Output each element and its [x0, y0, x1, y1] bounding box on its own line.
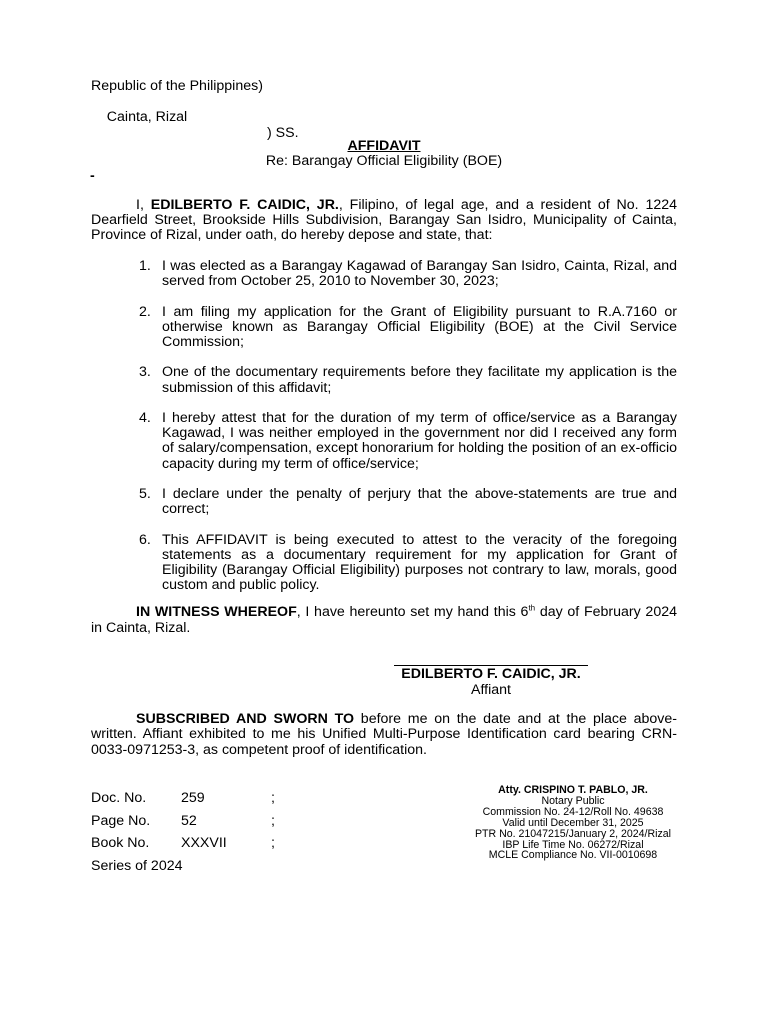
register-label: Page No.	[91, 812, 151, 829]
statement-number: 3.	[139, 364, 151, 381]
statement-item	[139, 533, 677, 594]
jurat-text: before me on the date and at the place above-written. Affiant exhibited to me his Unified Multi-Purpose Identification card bearing CRN-0033-0971253-3, as competent proof of identification.	[91, 711, 678, 758]
notary-name: Atty. CRISPINO T. PABLO, JR.	[498, 784, 648, 796]
witness-ordinal: th	[528, 603, 536, 613]
statement-item	[139, 411, 677, 472]
witness-text-after: day of February 2024 in Cainta, Rizal.	[91, 604, 677, 636]
document-title-block	[0, 139, 768, 169]
statement-number: 2.	[139, 303, 151, 320]
notary-ibp: IBP Life Time No. 06272/Rizal	[502, 838, 644, 851]
notary-validity: Valid until December 31, 2025	[502, 816, 644, 829]
statement-item	[139, 305, 677, 351]
affiant-signature-block	[394, 667, 588, 698]
statement-text: I am filing my application for the Grant of Eligibility pursuant to R.A.7160 or otherwise known as Barangay Official Eligibility (BOE) at the Civil Service Commission;	[162, 303, 677, 350]
statement-text: I declare under the penalty of perjury that the above-statements are true and correct;	[162, 485, 677, 518]
intro-text: , Filipino, of legal age, and a resident of No. 1224 Dearfield Street, Brookside Hills Subdivision, Barangay San Isidro, Municipality of Cainta, Province of Rizal, under oath, do hereby depose and state, that:	[91, 197, 678, 244]
statement-text: This AFFIDAVIT is being executed to attest to the veracity of the foregoing statements as a documentary requirement for my application for Grant of Eligibility (Barangay Official Eligibility) purposes not contrary to law, morals, good custom and public policy.	[162, 531, 677, 594]
register-row-doc	[91, 787, 275, 810]
notary-ptr: PTR No. 21047215/January 2, 2024/Rizal	[474, 827, 672, 840]
statement-item	[139, 259, 677, 289]
venue-location: Cainta, Rizal	[106, 109, 188, 125]
statement-number: 5.	[139, 485, 151, 502]
register-value: 259	[181, 790, 205, 806]
register-label: Doc. No.	[91, 790, 147, 806]
register-separator: ;	[271, 812, 275, 829]
register-separator: ;	[271, 835, 275, 852]
statement-item	[139, 487, 677, 517]
register-series: Series of 2024	[91, 858, 183, 875]
witness-text-before: , I have hereunto set my hand this 6	[296, 604, 529, 620]
register-label: Book No.	[91, 835, 150, 852]
notary-mcle: MCLE Compliance No. VII-0010698	[488, 849, 658, 862]
witness-lead: IN WITNESS WHEREOF	[136, 604, 297, 620]
intro-prefix: I,	[136, 197, 151, 213]
register-row-page	[91, 810, 275, 833]
register-value: 52	[181, 812, 197, 829]
statement-number: 4.	[139, 409, 151, 426]
affiant-role: Affiant	[471, 681, 511, 698]
jurat-lead: SUBSCRIBED AND SWORN TO	[136, 711, 355, 727]
intro-affiant-name: EDILBERTO F. CAIDIC, JR.	[150, 197, 339, 213]
statement-item	[139, 365, 677, 395]
jurat-paragraph	[91, 712, 677, 758]
register-separator: ;	[271, 790, 275, 806]
register-row-book	[91, 832, 275, 855]
notary-title: Notary Public	[541, 794, 605, 807]
venue-ss: ) SS.	[267, 124, 299, 141]
intro-paragraph	[91, 198, 677, 244]
document-subtitle: Re: Barangay Official Eligibility (BOE)	[265, 153, 503, 169]
statement-text: I was elected as a Barangay Kagawad of Barangay San Isidro, Cainta, Rizal, and served from October 25, 2010 to November 30, 2023;	[162, 258, 677, 290]
statement-number: 1.	[139, 258, 151, 274]
notary-stamp	[436, 785, 710, 861]
document-title: AFFIDAVIT	[347, 138, 421, 154]
register-value: XXXVII	[181, 835, 227, 852]
affiant-name: EDILBERTO F. CAIDIC, JR.	[401, 666, 581, 682]
statements-list	[139, 259, 677, 609]
notarial-register	[91, 787, 275, 878]
venue-line-1: Republic of the Philippines)	[91, 78, 263, 94]
statement-text: I hereby attest that for the duration of my term of office/service as a Barangay Kagawad, I was neither employed in the government nor did I received any form of salary/compensation, except honorarium for holding the position of an ex-officio capacity during my term of office/service;	[162, 409, 677, 472]
witness-clause	[91, 605, 677, 636]
statement-number: 6.	[139, 531, 151, 548]
notary-commission: Commission No. 24-12/Roll No. 49638	[482, 805, 664, 818]
statement-text: One of the documentary requirements before they facilitate my application is the submission of this affidavit;	[162, 364, 677, 396]
stray-mark: -	[90, 168, 95, 184]
